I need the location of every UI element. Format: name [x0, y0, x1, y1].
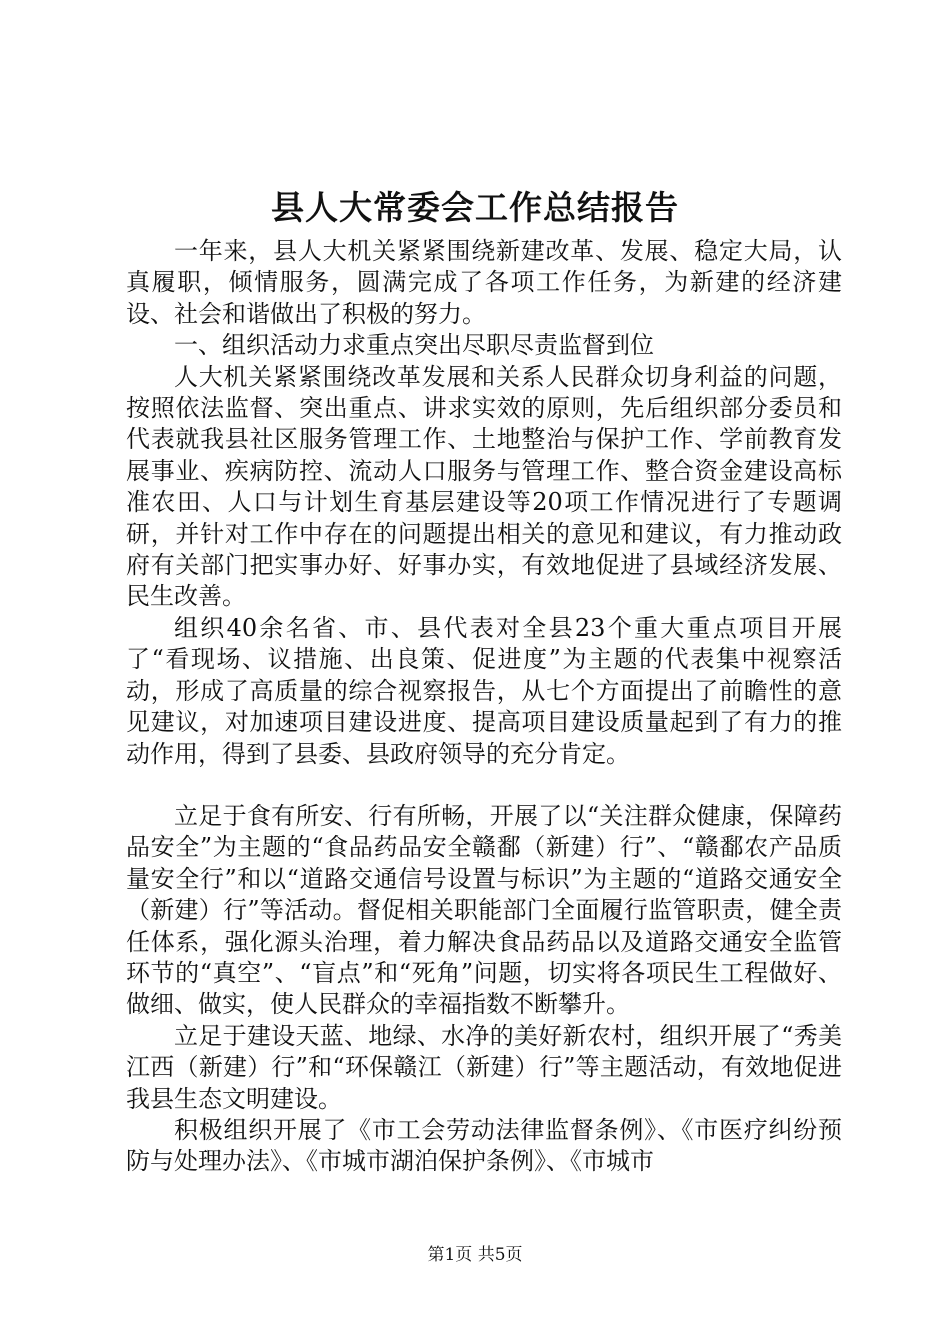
- paragraph: 立足于建设天蓝、地绿、水净的美好新农村，组织开展了“秀美江西（新建）行”和“环保赣江（新建）行”等主题活动，有效地促进我县生态文明建设。: [126, 1021, 842, 1113]
- paragraph: 组织40余名省、市、县代表对全县23个重大重点项目开展了“看现场、议措施、出良策、促进度”为主题的代表集中视察活动，形成了高质量的综合视察报告，从七个方面提出了前瞻性的意见建议，对加速项目建设进度、提高项目建设质量起到了有力的推动作用，得到了县委、县政府领导的充分肯定。: [126, 613, 842, 768]
- paragraph: 立足于食有所安、行有所畅，开展了以“关注群众健康，保障药品安全”为主题的“食品药品安全赣鄱（新建）行”、“赣鄱农产品质量安全行”和以“道路交通信号设置与标识”为主题的“道路交通安全（新建）行”等活动。督促相关职能部门全面履行监管职责，健全责任体系，强化源头治理，着力解决食品药品以及道路交通安全监管环节的“真空”、“盲点”和“死角”问题，切实将各项民生工程做好、做细、做实，使人民群众的幸福指数不断攀升。: [126, 801, 842, 1019]
- paragraph: 积极组织开展了《市工会劳动法律监督条例》、《市医疗纠纷预防与处理办法》、《市城市湖泊保护条例》、《市城市: [126, 1115, 842, 1176]
- paragraph-intro: 一年来，县人大机关紧紧围绕新建改革、发展、稳定大局，认真履职，倾情服务，圆满完成了各项工作任务，为新建的经济建设、社会和谐做出了积极的努力。: [126, 237, 842, 328]
- page-footer: 第1页 共5页: [427, 1245, 523, 1265]
- document-title: 县人大常委会工作总结报告: [271, 188, 679, 227]
- section-heading: 一、组织活动力求重点突出尽职尽责监督到位: [174, 331, 654, 360]
- paragraph: 人大机关紧紧围绕改革发展和关系人民群众切身利益的问题，按照依法监督、突出重点、讲求实效的原则，先后组织部分委员和代表就我县社区服务管理工作、土地整治与保护工作、学前教育发展事业、疾病防控、流动人口服务与管理工作、整合资金建设高标准农田、人口与计划生育基层建设等20项工作情况进行了专题调研，并针对工作中存在的问题提出相关的意见和建议，有力推动政府有关部门把实事办好、好事办实，有效地促进了县域经济发展、民生改善。: [126, 362, 842, 611]
- document-body: [126, 236, 842, 1178]
